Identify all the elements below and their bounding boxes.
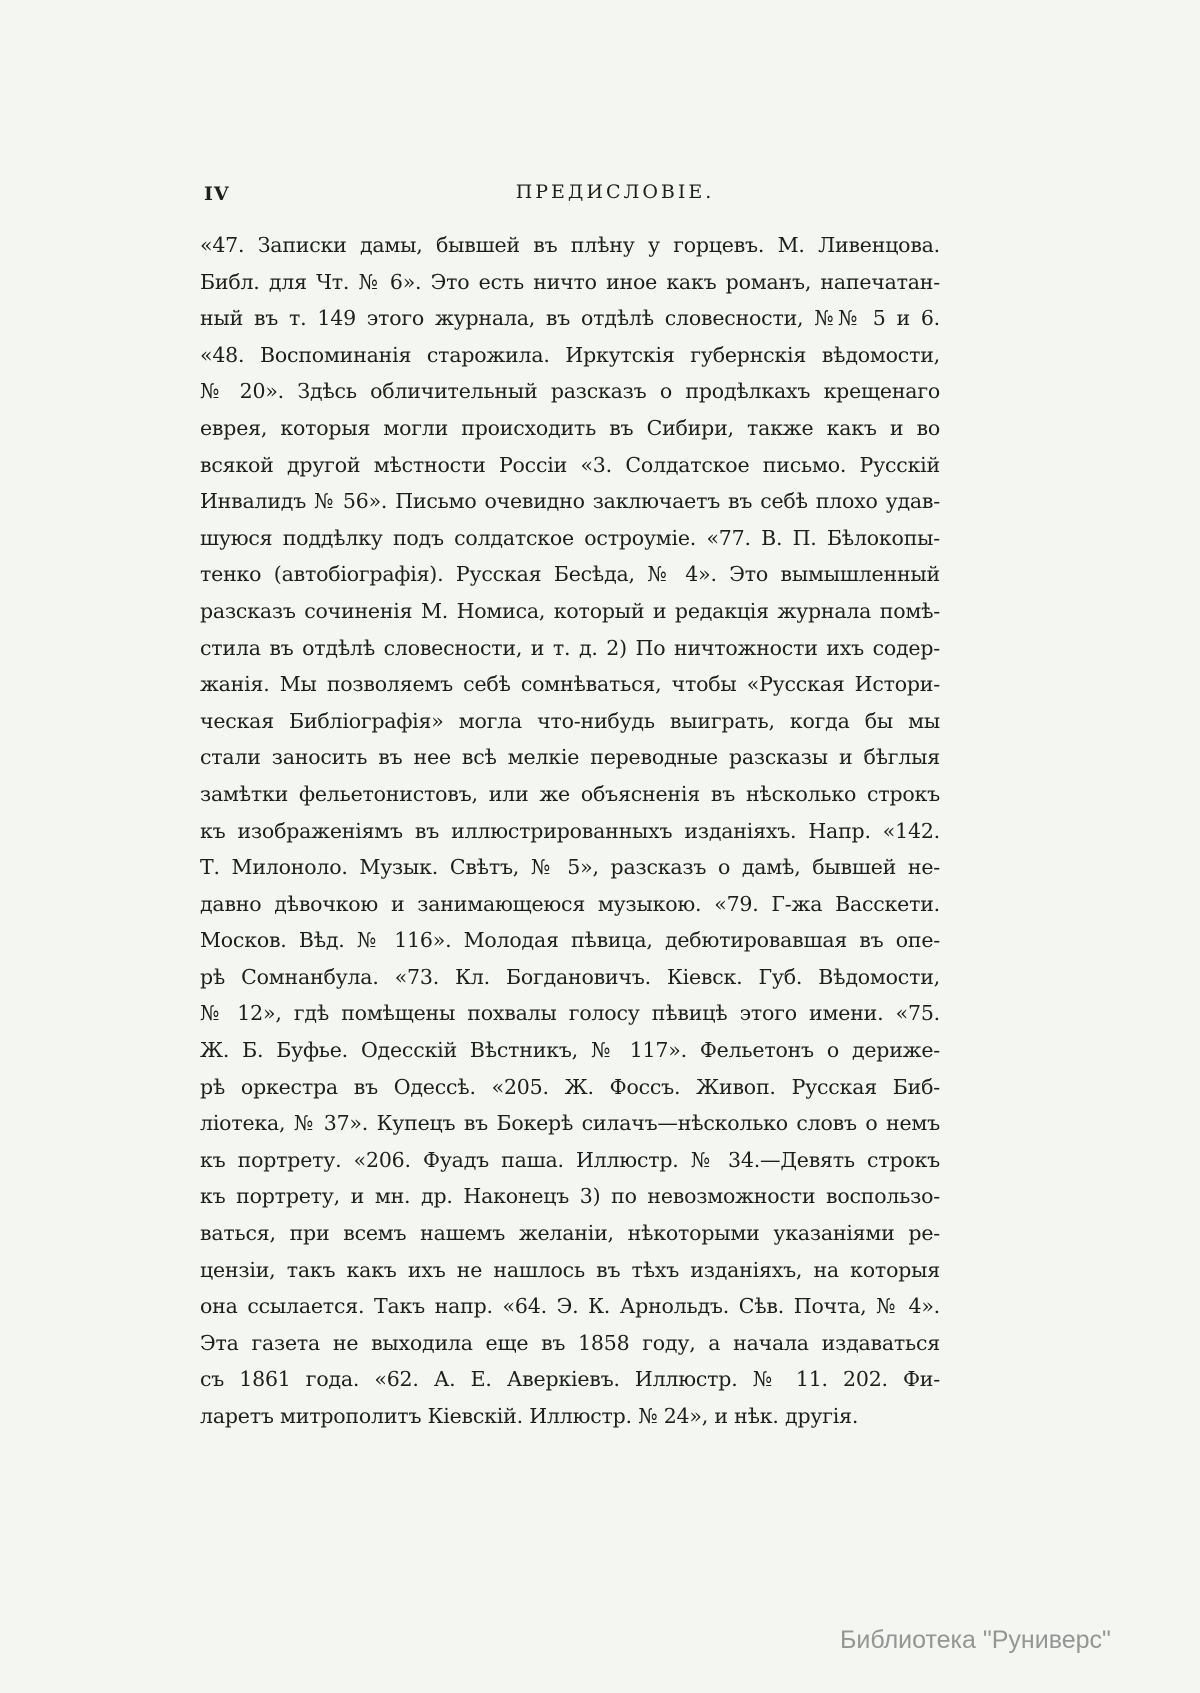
page-number: IV [204, 183, 230, 205]
body-text-line: тенко (автобіографія). Русская Бесѣда, № 4». Это вымышленный [200, 562, 940, 587]
body-text-line: № 20». Здѣсь обличительный разсказъ о продѣлкахъ крещенаго [200, 379, 940, 404]
body-text-line: ческая Библіографія» могла что-нибудь выиграть, когда бы мы [200, 708, 940, 733]
body-text-line: Ж. Б. Буфье. Одесскій Вѣстникъ, № 117». Фельетонъ о дериже- [200, 1038, 940, 1063]
running-title: ПРЕДИСЛОВІЕ. [515, 181, 715, 203]
body-text-line: Библ. для Чт. № 6». Это есть ничто иное какъ романъ, напечатан- [200, 269, 940, 294]
body-text-line: рѣ оркестра въ Одессѣ. «205. Ж. Фоссъ. Живоп. Русская Биб- [200, 1074, 940, 1099]
body-text-line: давно дѣвочкою и занимающеюся музыкою. «79. Г-жа Васскети. [200, 891, 940, 916]
body-text-line: замѣтки фельетонистовъ, или же объясненія въ нѣсколько строкъ [200, 781, 940, 806]
body-text-line: жанія. Мы позволяемъ себѣ сомнѣваться, чтобы «Русская Истори- [200, 672, 940, 697]
body-text-line: Инвалидъ № 56». Письмо очевидно заключаетъ въ себѣ плохо удав- [200, 489, 940, 514]
body-text-line: «47. Записки дамы, бывшей въ плѣну у горцевъ. М. Ливенцова. [200, 233, 940, 257]
body-text-line: стила въ отдѣлѣ словесности, и т. д. 2) По ничтожности ихъ содер- [200, 635, 940, 660]
body-text-line: она ссылается. Такъ напр. «64. Э. К. Арнольдъ. Сѣв. Почта, № 4». [200, 1294, 940, 1319]
body-text-line: разсказъ сочиненія М. Номиса, который и редакція журнала помѣ- [200, 598, 940, 623]
body-text [200, 227, 940, 1435]
body-text-line: ларетъ митрополитъ Кіевскій. Иллюстр. № 24», и нѣк. другія. [200, 1404, 859, 1428]
body-text-line: рѣ Сомнанбула. «73. Кл. Богдановичъ. Кіевск. Губ. Вѣдомости, [200, 964, 940, 989]
body-text-line: цензіи, такъ какъ ихъ не нашлось въ тѣхъ изданіяхъ, на которыя [200, 1257, 940, 1282]
body-text-line: Москов. Вѣд. № 116». Молодая пѣвица, дебютировавшая въ опе- [200, 928, 940, 953]
body-text-line: съ 1861 года. «62. А. Е. Аверкіевъ. Иллюстр. № 11. 202. Фи- [200, 1367, 940, 1392]
watermark: Библиотека "Руниверс" [840, 1626, 1111, 1654]
body-text-line: шуюся поддѣлку подъ солдатское остроуміе. «77. В. П. Бѣлокопы- [200, 525, 940, 550]
body-text-line: еврея, которыя могли происходить въ Сибири, также какъ и во [200, 415, 940, 440]
page-header [200, 181, 940, 211]
body-text-line: Эта газета не выходила еще въ 1858 году, а начала издаваться [200, 1330, 940, 1355]
body-text-line: стали заносить въ нее всѣ мелкіе переводные разсказы и бѣглыя [200, 745, 940, 770]
body-text-line: «48. Воспоминанія старожила. Иркутскія губернскія вѣдомости, [200, 342, 940, 367]
body-text-line: къ изображеніямъ въ иллюстрированныхъ изданіяхъ. Напр. «142. [200, 818, 940, 843]
body-text-line: всякой другой мѣстности Россіи «3. Солдатское письмо. Русскій [200, 452, 940, 477]
body-text-line: № 12», гдѣ помѣщены похвалы голосу пѣвицѣ этого имени. «75. [200, 1001, 940, 1026]
body-text-line: къ портрету. «206. Фуадъ паша. Иллюстр. № 34.—Девять строкъ [200, 1147, 940, 1172]
body-text-line: ный въ т. 149 этого журнала, въ отдѣлѣ словесности, №№ 5 и 6. [200, 306, 940, 331]
body-text-line: Т. Милоноло. Музык. Свѣтъ, № 5», разсказъ о дамѣ, бывшей не- [200, 855, 940, 880]
body-text-line: ліотека, № 37». Купецъ въ Бокерѣ силачъ—нѣсколько словъ о немъ [200, 1111, 940, 1136]
body-text-line: ваться, при всемъ нашемъ желаніи, нѣкоторыми указаніями ре- [200, 1221, 940, 1246]
body-text-line: къ портрету, и мн. др. Наконецъ 3) по невозможности воспользо- [200, 1184, 940, 1209]
